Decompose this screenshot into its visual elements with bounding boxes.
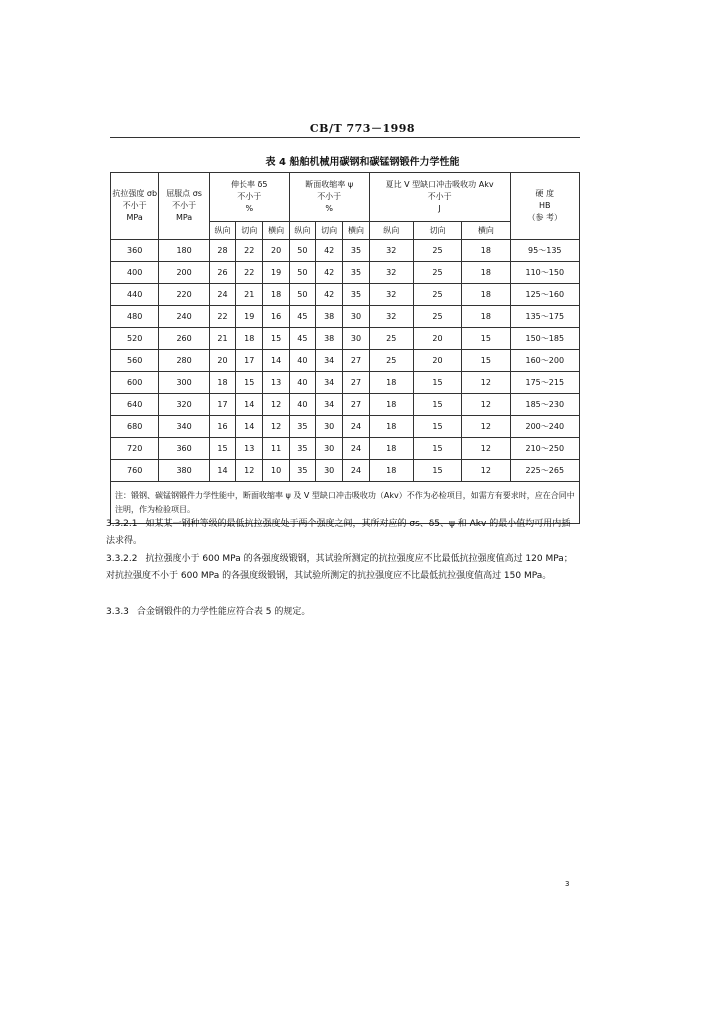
table-cell: 50 [289,284,315,306]
table-cell: 15 [413,438,461,460]
table-row [111,372,580,394]
table-body [111,240,580,482]
table-cell: 30 [343,306,369,328]
table-cell: 18 [263,284,289,306]
table-cell: 12 [462,460,510,482]
table-cell: 18 [462,306,510,328]
table-cell: 32 [369,240,413,262]
table-cell: 38 [316,328,343,350]
table-cell: 16 [209,416,235,438]
table-cell: 34 [316,350,343,372]
subheader-elongation-tangential: 切向 [236,222,263,240]
table-cell: 42 [316,262,343,284]
subheader-impact-longitudinal: 纵向 [369,222,413,240]
table-cell: 14 [236,416,263,438]
table-cell: 160～200 [510,350,579,372]
table-cell: 12 [462,416,510,438]
table-cell: 12 [236,460,263,482]
table-cell: 15 [413,416,461,438]
clause-number: 3.3.3 [106,607,129,617]
header-impact-energy: 夏比 V 型缺口冲击吸收功 Akv 不小于 J [369,173,510,222]
table-cell: 95～135 [510,240,579,262]
clause-number: 3.3.2.2 [106,554,138,564]
table-cell: 185～230 [510,394,579,416]
table-cell: 45 [289,306,315,328]
table-row [111,350,580,372]
table-cell: 13 [236,438,263,460]
table-cell: 42 [316,240,343,262]
table-cell: 34 [316,394,343,416]
table-cell: 175～215 [510,372,579,394]
table-cell: 35 [343,240,369,262]
table-cell: 135～175 [510,306,579,328]
table-cell: 18 [369,438,413,460]
table-cell: 15 [462,328,510,350]
subheader-reduction-transverse: 横向 [343,222,369,240]
table-cell: 260 [159,328,209,350]
clause-3-3-2-1 [106,516,578,550]
table-cell: 12 [462,438,510,460]
table-cell: 225～265 [510,460,579,482]
table-cell: 15 [413,394,461,416]
table-cell: 14 [236,394,263,416]
table-cell: 25 [369,350,413,372]
header-reduction-of-area: 断面收缩率 ψ 不小于 % [289,173,369,222]
table-cell: 34 [316,372,343,394]
table-cell: 15 [209,438,235,460]
table-cell: 200～240 [510,416,579,438]
table-cell: 25 [413,262,461,284]
clause-3-3-2-2 [106,551,578,585]
table-cell: 16 [263,306,289,328]
table-row [111,262,580,284]
table-cell: 15 [263,328,289,350]
table-cell: 28 [209,240,235,262]
table-cell: 150～185 [510,328,579,350]
table-cell: 17 [236,350,263,372]
table-cell: 18 [209,372,235,394]
table-cell: 25 [369,328,413,350]
table-cell: 15 [413,372,461,394]
table-cell: 20 [413,328,461,350]
table-row [111,416,580,438]
subheader-reduction-longitudinal: 纵向 [289,222,315,240]
table-cell: 18 [369,416,413,438]
table-cell: 18 [462,262,510,284]
table-cell: 380 [159,460,209,482]
table-cell: 27 [343,394,369,416]
table-cell: 24 [343,460,369,482]
table-cell: 19 [263,262,289,284]
header-tensile-strength: 抗拉强度 σb 不小于 MPa [111,173,159,240]
table-row [111,394,580,416]
table-cell: 520 [111,328,159,350]
table-cell: 18 [369,460,413,482]
table-cell: 360 [111,240,159,262]
table-cell: 22 [236,262,263,284]
table-cell: 600 [111,372,159,394]
table-cell: 30 [316,416,343,438]
standard-code-header: CB/T 773－1998 [309,122,416,135]
table-cell: 19 [236,306,263,328]
clause-text: 如某某一钢种等级的最低抗拉强度处于两个强度之间，其所对应的 σs、δ5、ψ 和 Akv 的最小值均可用内插法求得。 [106,519,571,546]
table-cell: 22 [209,306,235,328]
table-cell: 20 [413,350,461,372]
table-cell: 220 [159,284,209,306]
clause-3-3-3 [106,604,578,621]
table-cell: 26 [209,262,235,284]
table-cell: 25 [413,284,461,306]
table-cell: 40 [289,394,315,416]
table-cell: 125～160 [510,284,579,306]
table-cell: 27 [343,372,369,394]
subheader-elongation-longitudinal: 纵向 [209,222,235,240]
table-cell: 25 [413,240,461,262]
subheader-impact-transverse: 横向 [462,222,510,240]
table-cell: 32 [369,262,413,284]
table-cell: 22 [236,240,263,262]
table-cell: 280 [159,350,209,372]
table-cell: 40 [289,350,315,372]
table-cell: 12 [462,372,510,394]
table-row [111,284,580,306]
table-cell: 32 [369,284,413,306]
table-cell: 320 [159,394,209,416]
clause-text: 合金钢锻件的力学性能应符合表 5 的规定。 [136,607,311,617]
table-cell: 30 [343,328,369,350]
table-row [111,240,580,262]
subheader-reduction-tangential: 切向 [316,222,343,240]
table-cell: 35 [343,262,369,284]
table-cell: 50 [289,262,315,284]
table-cell: 440 [111,284,159,306]
table-cell: 110～150 [510,262,579,284]
table-row [111,438,580,460]
header-hardness: 硬 度 HB （参 考） [510,173,579,240]
table-cell: 15 [462,350,510,372]
table-cell: 18 [462,240,510,262]
table-cell: 45 [289,328,315,350]
table-cell: 21 [209,328,235,350]
table-cell: 18 [236,328,263,350]
table-cell: 20 [209,350,235,372]
table-cell: 21 [236,284,263,306]
table-cell: 340 [159,416,209,438]
table-cell: 35 [289,460,315,482]
table-cell: 25 [413,306,461,328]
table-cell: 12 [462,394,510,416]
header-elongation: 伸长率 δ5 不小于 % [209,173,289,222]
table-cell: 20 [263,240,289,262]
table-cell: 15 [236,372,263,394]
table-cell: 12 [263,416,289,438]
table-cell: 640 [111,394,159,416]
table-cell: 18 [369,394,413,416]
table-cell: 50 [289,240,315,262]
table-cell: 32 [369,306,413,328]
table-caption: 表 4 船舶机械用碳钢和碳锰钢锻件力学性能 [265,157,460,168]
table-cell: 200 [159,262,209,284]
page-number: 3 [565,880,570,888]
table-cell: 35 [289,438,315,460]
table-cell: 24 [343,438,369,460]
table-cell: 30 [316,460,343,482]
table-cell: 18 [369,372,413,394]
table-cell: 720 [111,438,159,460]
table-cell: 400 [111,262,159,284]
table-row [111,460,580,482]
table-cell: 13 [263,372,289,394]
table-cell: 40 [289,372,315,394]
table-cell: 12 [263,394,289,416]
table-cell: 480 [111,306,159,328]
table-cell: 15 [413,460,461,482]
table-cell: 18 [462,284,510,306]
table-row [111,328,580,350]
table-cell: 10 [263,460,289,482]
table-cell: 180 [159,240,209,262]
table-cell: 360 [159,438,209,460]
table-note: 注：锻钢、碳锰钢锻件力学性能中，断面收缩率 ψ 及 V 型缺口冲击吸收功（Akv）不作为必检项目，如需方有要求时，应在合同中注明，作为检验项目。 [111,482,580,524]
mechanical-properties-table [110,172,580,524]
table-cell: 27 [343,350,369,372]
table-cell: 24 [209,284,235,306]
subheader-elongation-transverse: 横向 [263,222,289,240]
table-cell: 11 [263,438,289,460]
header-rule [110,137,580,138]
subheader-impact-tangential: 切向 [413,222,461,240]
table-cell: 680 [111,416,159,438]
clause-text: 抗拉强度小于 600 MPa 的各强度级锻钢，其试验所测定的抗拉强度应不比最低抗拉强度值高过 120 MPa；对抗拉强度不小于 600 MPa 的各强度级锻钢，其试验所测定的抗拉强度应不比最低抗拉强度值高过 150 MPa。 [106,554,573,581]
header-yield-point: 屈服点 σs 不小于 MPa [159,173,209,240]
table-cell: 17 [209,394,235,416]
table-cell: 24 [343,416,369,438]
table-cell: 300 [159,372,209,394]
table-cell: 35 [289,416,315,438]
table-cell: 42 [316,284,343,306]
table-cell: 35 [343,284,369,306]
table-row [111,306,580,328]
table-cell: 560 [111,350,159,372]
table-cell: 240 [159,306,209,328]
table-cell: 14 [263,350,289,372]
table-cell: 30 [316,438,343,460]
clause-number: 3.3.2.1 [106,519,138,529]
table-cell: 210～250 [510,438,579,460]
table-cell: 14 [209,460,235,482]
table-cell: 38 [316,306,343,328]
table-cell: 760 [111,460,159,482]
